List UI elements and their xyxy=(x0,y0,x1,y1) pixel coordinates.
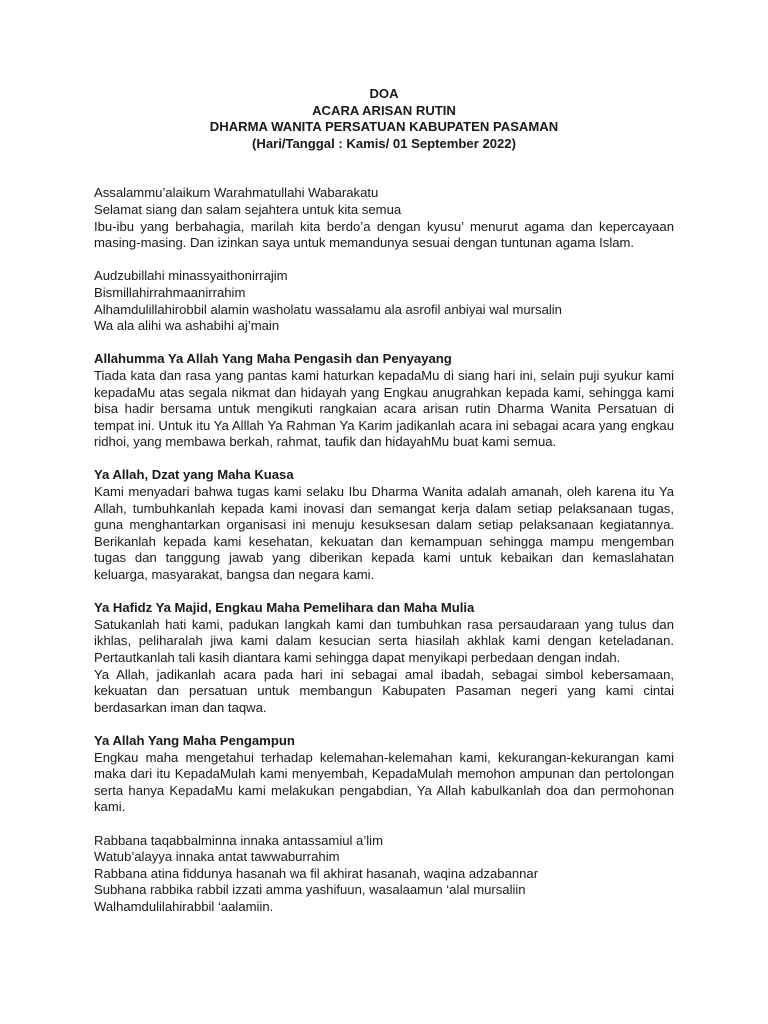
opening-salutation: Selamat siang dan salam sejahtera untuk kita semua xyxy=(94,201,402,217)
closing-line: Rabbana atina fiddunya hasanah wa fil akhirat hasanah, waqina adzabannar xyxy=(94,865,539,881)
section-heading: Ya Hafidz Ya Majid, Engkau Maha Pemelihara dan Maha Mulia xyxy=(94,600,475,616)
section-heading: Allahumma Ya Allah Yang Maha Pengasih dan Penyayang xyxy=(94,351,452,367)
section-body: Kami menyadari bahwa tugas kami selaku Ibu Dharma Wanita adalah amanah, oleh karena itu Ya Allah, tumbuhkanlah kepada kami inovasi dan semangat kerja dalam setiap pelaksanaan tugas, guna menghantarkan organisasi ini menuju kesuksesan dalam setiap pelaksanaan kegiatannya. Berikanlah kepada kami kesehatan, kekuatan dan kemampuan sehingga mampu mengemban tugas dan tanggung jawab yang diberikan kepada kami untuk kebaikan dan kemaslahatan keluarga, masyarakat, bangsa dan negara kami. xyxy=(94,484,674,583)
opening-greeting: Assalammu’alaikum Warahmatullahi Wabarakatu xyxy=(94,185,379,201)
prayer-section-1 xyxy=(94,351,674,451)
prayer-section-4 xyxy=(94,733,674,816)
document-page xyxy=(94,86,674,932)
document-header xyxy=(94,86,674,152)
closing-line: Walhamdulilahirabbil ‘aalamiin. xyxy=(94,898,274,914)
invocation-block xyxy=(94,268,674,334)
header-date: (Hari/Tanggal : Kamis/ 01 September 2022) xyxy=(252,135,516,151)
section-body: Engkau maha mengetahui terhadap kelemahan-kelemahan kami, kekurangan-kekurangan kami maka dari itu KepadaMulah kami menyembah, KepadaMulah memohon ampunan dan pertolongan serta hanya KepadaMu kami melakukan pengabdian, Ya Allah kabulkanlah doa dan permohonan kami. xyxy=(94,749,674,815)
closing-block xyxy=(94,833,674,916)
closing-line: Watub’alayya innaka antat tawwaburrahim xyxy=(94,849,340,865)
header-event: ACARA ARISAN RUTIN xyxy=(312,102,456,118)
header-title: DOA xyxy=(369,86,399,101)
invocation-line: Alhamdulillahirobbil alamin washolatu wassalamu ala asrofil anbiyai wal mursalin xyxy=(94,301,562,317)
closing-line: Subhana rabbika rabbil izzati amma yashifuun, wasalaamun ‘alal mursaliin xyxy=(94,882,526,898)
invocation-line: Wa ala alihi wa ashabihi aj’main xyxy=(94,318,280,334)
closing-line: Rabbana taqabbalminna innaka antassamiul a’lim xyxy=(94,832,383,848)
section-body: Tiada kata dan rasa yang pantas kami haturkan kepadaMu di siang hari ini, selain puji syukur kami kepadaMu atas segala nikmat dan hidayah yang Engkau anugrahkan kepada kami, sehingga kami bisa hadir bersama untuk mengikuti rangkaian acara arisan rutin Dharma Wanita Persatuan di tempat ini. Untuk itu Ya Alllah Ya Rahman Ya Karim jadikanlah acara ini sebagai acara yang engkau ridhoi, yang membawa berkah, rahmat, taufik dan hidayahMu buat kami semua. xyxy=(94,367,674,450)
invocation-line: Audzubillahi minassyaithonirrajim xyxy=(94,268,288,284)
opening-block xyxy=(94,185,674,251)
invocation-line: Bismillahirrahmaanirrahim xyxy=(94,284,246,300)
header-organization: DHARMA WANITA PERSATUAN KABUPATEN PASAMAN xyxy=(209,119,559,135)
section-heading: Ya Allah Yang Maha Pengampun xyxy=(94,732,295,748)
prayer-section-2 xyxy=(94,467,674,583)
section-heading: Ya Allah, Dzat yang Maha Kuasa xyxy=(94,467,294,483)
section-body: Ya Allah, jadikanlah acara pada hari ini sebagai amal ibadah, sebagai simbol kebersamaan, kekuatan dan persatuan untuk membangun Kabupaten Pasaman negeri yang kami cintai berdasarkan iman dan taqwa. xyxy=(94,666,674,715)
opening-paragraph: Ibu-ibu yang berbahagia, marilah kita berdo’a dengan kyusu’ menurut agama dan kepercayaan masing-masing. Dan izinkan saya untuk memandunya sesuai dengan tuntunan agama Islam. xyxy=(94,218,674,251)
prayer-section-3 xyxy=(94,600,674,716)
section-body: Satukanlah hati kami, padukan langkah kami dan tumbuhkan rasa persaudaraan yang tulus dan ikhlas, peliharalah jiwa kami dalam kesucian serta hiasilah akhlak kami dengan keteladanan. Pertautkanlah tali kasih diantara kami sehingga dapat menyikapi perbedaan dengan indah. xyxy=(94,616,674,665)
